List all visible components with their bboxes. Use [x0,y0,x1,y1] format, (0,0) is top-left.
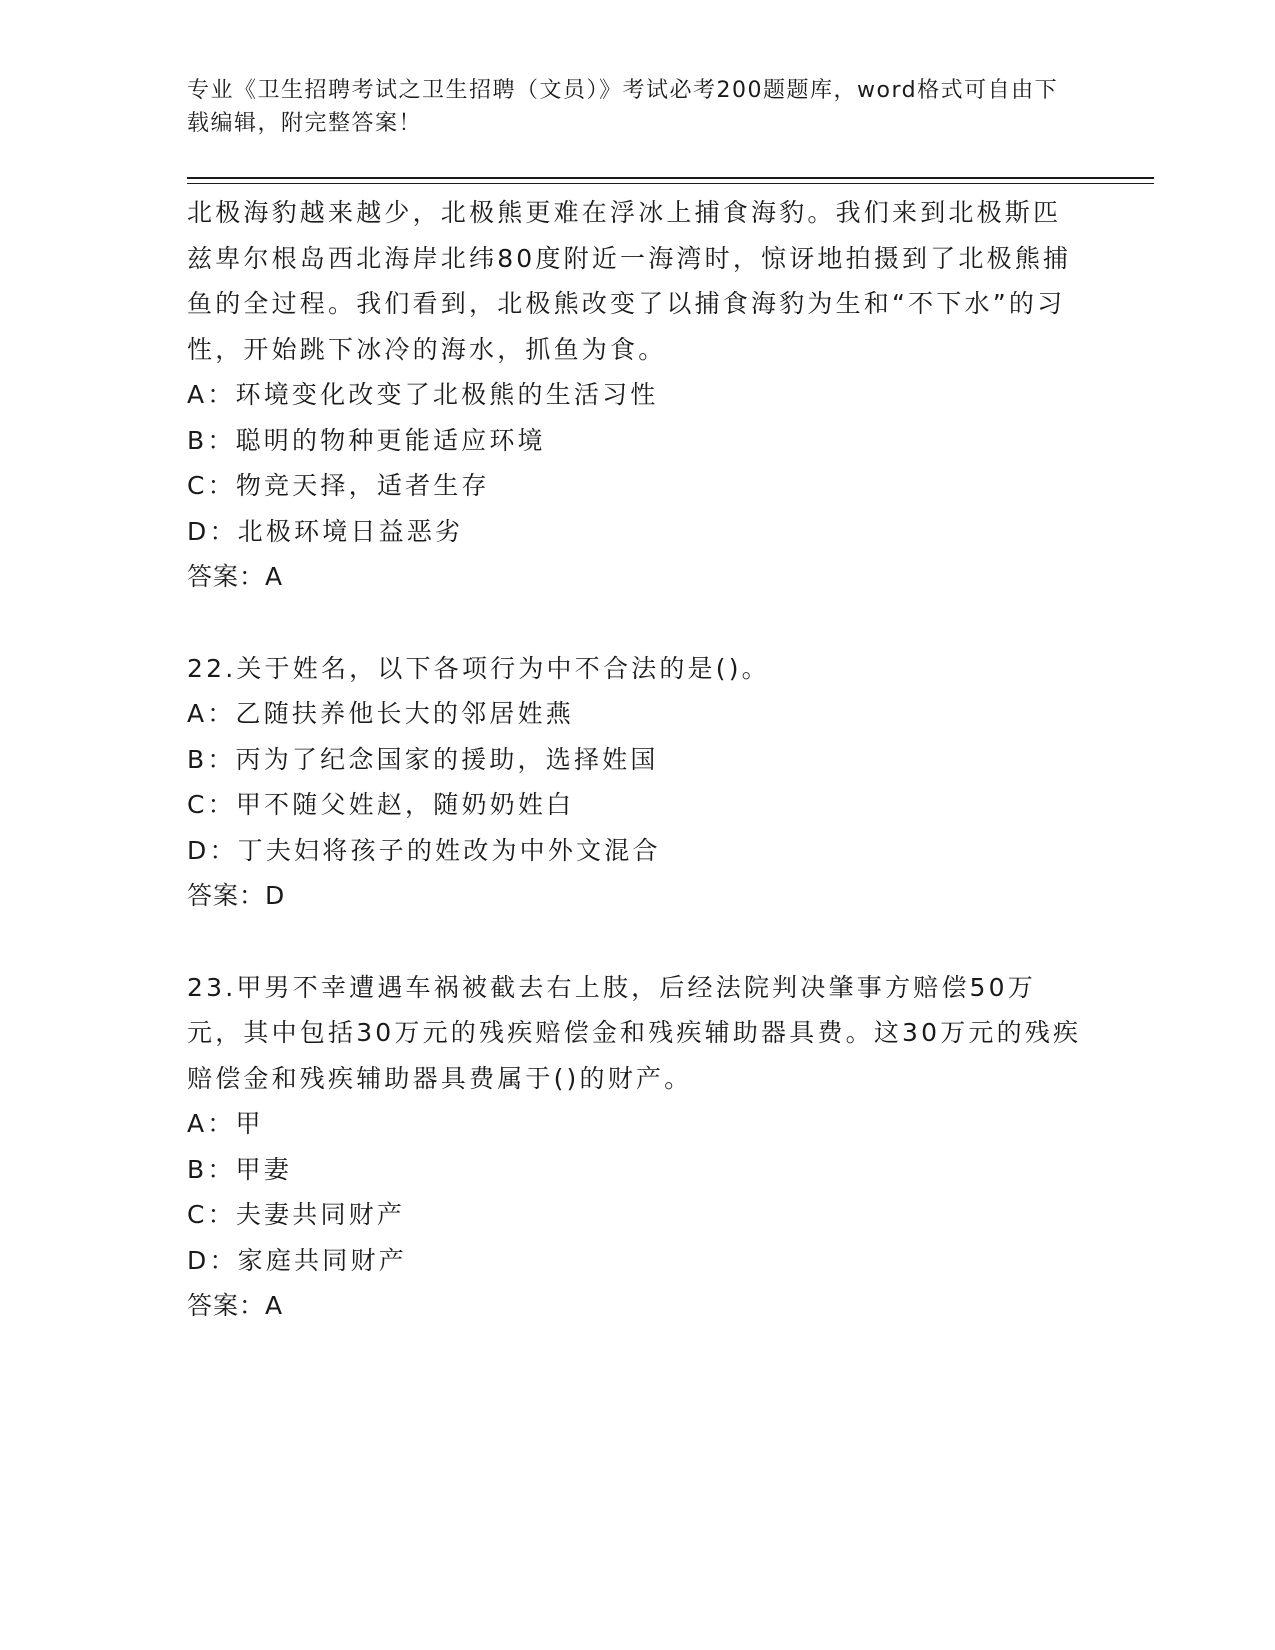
option-c: C：甲不随父姓赵，随奶奶姓白 [187,790,575,819]
document-header: 专业《卫生招聘考试之卫生招聘（文员）》考试必考200题题库，word格式可自由下载编辑，附完整答案！ [187,78,1059,136]
header-divider-thin [187,183,1154,184]
question-item [187,190,1087,600]
question-item [187,646,1087,919]
option-b: B：聪明的物种更能适应环境 [187,425,546,455]
answer-line: 答案：D [187,881,286,910]
question-spacer [187,919,1087,965]
option-a: A：环境变化改变了北极熊的生活习性 [187,380,659,409]
question-list [187,190,1087,1329]
option-d: D：家庭共同财产 [187,1245,407,1275]
option-b: B：甲妻 [187,1154,292,1184]
question-item [187,965,1087,1329]
answer-line: 答案：A [187,562,284,591]
option-c: C：物竞天择，适者生存 [187,471,490,500]
option-c: C：夫妻共同财产 [187,1200,406,1229]
question-stem: 23.甲男不幸遭遇车祸被截去右上肢，后经法院判决肇事方赔偿50万元，其中包括30万元的残疾赔偿金和残疾辅助器具费。这30万元的残疾赔偿金和残疾辅助器具费属于()的财产。 [187,972,1082,1093]
option-a: A：乙随扶养他长大的邻居姓燕 [187,699,574,728]
question-stem: 22.关于姓名，以下各项行为中不合法的是()。 [187,653,770,683]
answer-line: 答案：A [187,1291,284,1320]
option-d: D：北极环境日益恶劣 [187,516,464,546]
option-a: A：甲 [187,1109,264,1138]
option-b: B：丙为了纪念国家的援助，选择姓国 [187,744,659,774]
question-spacer [187,600,1087,646]
question-stem: 北极海豹越来越少，北极熊更难在浮冰上捕食海豹。我们来到北极斯匹兹卑尔根岛西北海岸北纬80度附近一海湾时，惊讶地拍摄到了北极熊捕鱼的全过程。我们看到，北极熊改变了以捕食海豹为生和“不下水”的习性，开始跳下冰冷的海水，抓鱼为食。 [187,198,1072,364]
header-divider-thick [187,177,1154,179]
option-d: D：丁夫妇将孩子的姓改为中外文混合 [187,835,661,865]
